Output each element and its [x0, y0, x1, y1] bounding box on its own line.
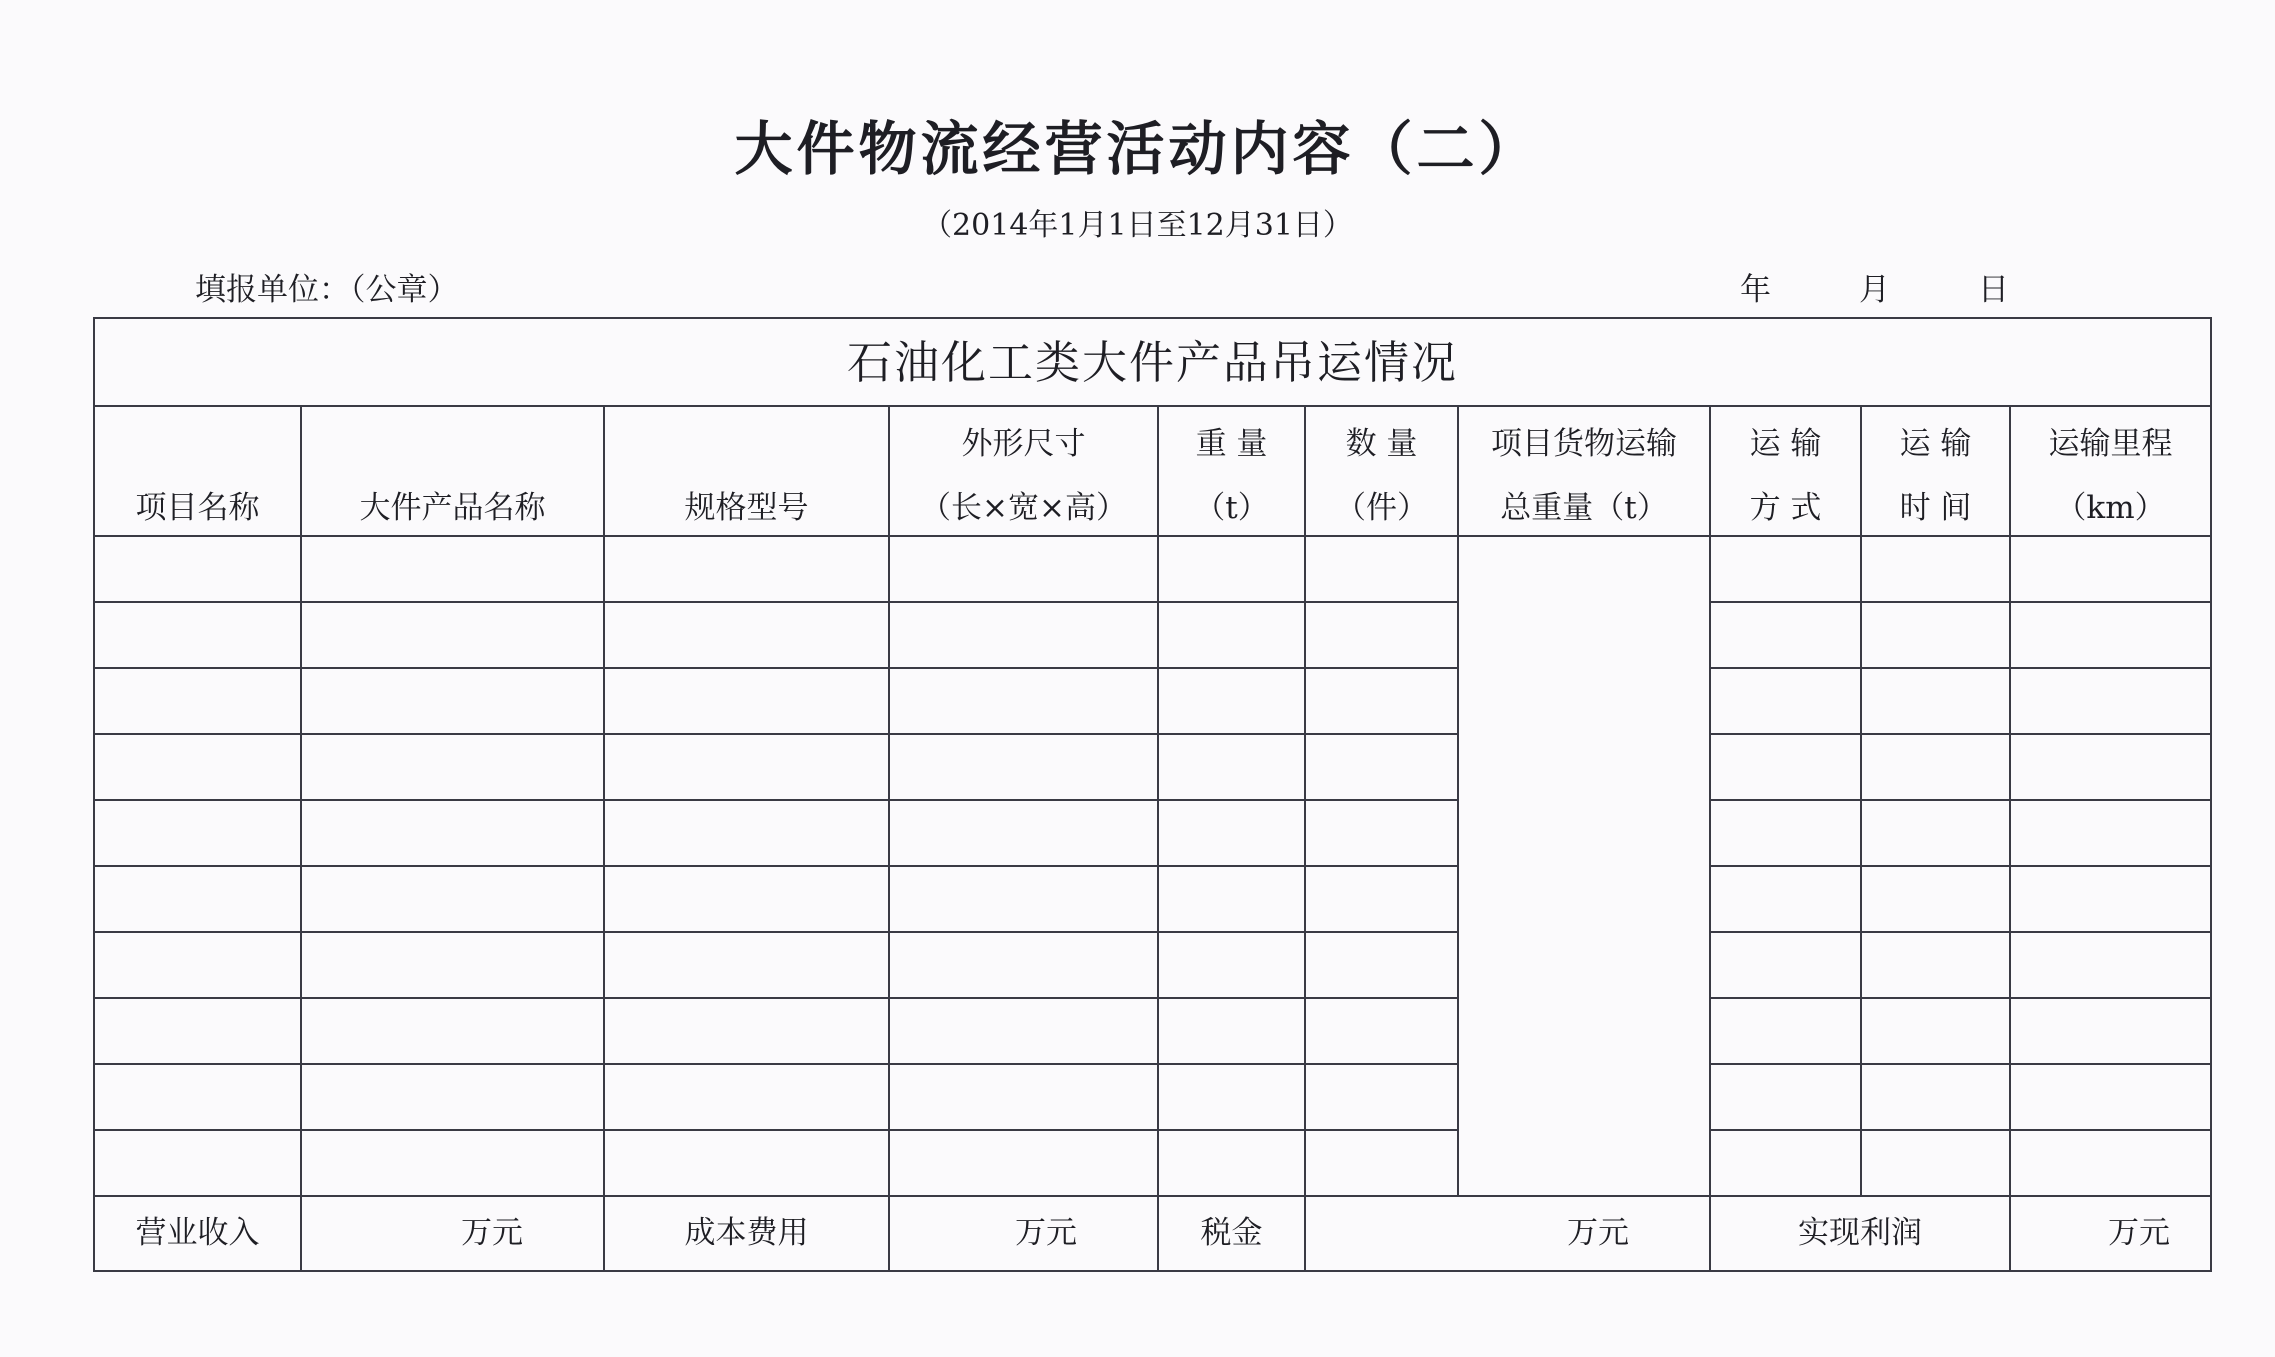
table-cell[interactable]	[1305, 602, 1458, 668]
table-cell[interactable]	[301, 1130, 604, 1196]
table-cell[interactable]	[94, 668, 301, 734]
table-cell[interactable]	[2010, 668, 2211, 734]
table-cell[interactable]	[1158, 866, 1305, 932]
table-cell[interactable]	[889, 734, 1158, 800]
table-cell[interactable]	[604, 800, 889, 866]
column-header-line2: 方 式	[1749, 490, 1822, 526]
table-cell[interactable]	[1305, 998, 1458, 1064]
table-cell[interactable]	[889, 800, 1158, 866]
table-cell[interactable]	[2010, 1064, 2211, 1130]
table-row	[94, 734, 2211, 800]
column-header	[1305, 406, 1458, 536]
table-cell[interactable]	[889, 998, 1158, 1064]
reporting-period: （2014年1月1日至12月31日）	[922, 208, 1353, 243]
table-cell[interactable]	[1305, 932, 1458, 998]
table-cell[interactable]	[1305, 1064, 1458, 1130]
table-cell[interactable]	[94, 536, 301, 602]
table-row	[94, 668, 2211, 734]
date-year-label: 年	[1740, 272, 1771, 308]
column-header-line2: 规格型号	[684, 490, 809, 526]
totals-row	[94, 1196, 2211, 1271]
table-cell[interactable]	[1861, 668, 2010, 734]
form-title: 大件物流经营活动内容（二）	[734, 115, 1541, 183]
table-cell[interactable]	[2010, 800, 2211, 866]
table-cell[interactable]	[889, 1064, 1158, 1130]
tax-value-field[interactable]: 万元	[1305, 1196, 1710, 1271]
date-day-label: 日	[1978, 272, 2009, 308]
column-header	[1158, 406, 1305, 536]
cost-value-field[interactable]: 万元	[889, 1196, 1158, 1271]
table-cell[interactable]	[1710, 668, 1861, 734]
section-title: 石油化工类大件产品吊运情况	[94, 318, 2211, 406]
table-cell[interactable]	[301, 1064, 604, 1130]
table-cell[interactable]	[1710, 1064, 1861, 1130]
table-cell[interactable]	[1710, 800, 1861, 866]
table-cell[interactable]	[301, 536, 604, 602]
table-cell[interactable]	[1305, 800, 1458, 866]
table-cell[interactable]	[301, 998, 604, 1064]
table-cell[interactable]	[1861, 866, 2010, 932]
table-cell[interactable]	[94, 998, 301, 1064]
table-cell[interactable]	[1158, 800, 1305, 866]
revenue-label: 营业收入	[94, 1196, 301, 1271]
table-cell[interactable]	[604, 866, 889, 932]
table-row	[94, 1064, 2211, 1130]
table-cell[interactable]	[2010, 866, 2211, 932]
table-cell[interactable]	[301, 602, 604, 668]
table-cell[interactable]	[2010, 536, 2211, 602]
column-header-line2: （km）	[2055, 490, 2166, 526]
table-cell[interactable]	[1305, 536, 1458, 602]
table-cell[interactable]	[1158, 998, 1305, 1064]
table-cell[interactable]	[604, 1130, 889, 1196]
data-rows	[94, 536, 2211, 1196]
table-cell[interactable]	[2010, 1130, 2211, 1196]
table-cell[interactable]	[2010, 998, 2211, 1064]
revenue-value-field[interactable]: 万元	[301, 1196, 604, 1271]
table-cell[interactable]	[1861, 734, 2010, 800]
table-row	[94, 1130, 2211, 1196]
table-cell[interactable]	[1158, 1064, 1305, 1130]
report-date	[1740, 264, 2009, 309]
table-cell[interactable]	[604, 602, 889, 668]
table-cell[interactable]	[604, 932, 889, 998]
column-header-line1: 重 量	[1195, 426, 1268, 462]
table-cell[interactable]	[1710, 1130, 1861, 1196]
table-cell[interactable]	[1710, 602, 1861, 668]
table-cell[interactable]	[1710, 536, 1861, 602]
table-cell[interactable]	[1158, 932, 1305, 998]
table-cell[interactable]	[94, 602, 301, 668]
column-header-line2: （t）	[1194, 490, 1269, 526]
column-header	[1458, 406, 1710, 536]
column-header	[1861, 406, 2010, 536]
table-cell[interactable]	[889, 932, 1158, 998]
column-header	[604, 406, 889, 536]
lifting-transport-table	[93, 317, 2212, 1272]
column-header-line1: 运 输	[1749, 426, 1822, 462]
column-header-line2: 大件产品名称	[359, 490, 546, 526]
column-header-line1: 运 输	[1899, 426, 1972, 462]
table-cell[interactable]	[1861, 602, 2010, 668]
table-cell[interactable]	[94, 932, 301, 998]
column-header-row	[94, 406, 2211, 536]
table-cell[interactable]	[94, 1130, 301, 1196]
table-cell[interactable]	[1305, 1130, 1458, 1196]
table-cell[interactable]	[889, 1130, 1158, 1196]
table-cell[interactable]	[889, 668, 1158, 734]
table-cell[interactable]	[889, 602, 1158, 668]
table-cell[interactable]	[1305, 866, 1458, 932]
table-cell[interactable]	[1861, 998, 2010, 1064]
date-month-label: 月	[1859, 272, 1890, 308]
table-cell[interactable]	[1710, 866, 1861, 932]
table-row	[94, 536, 2211, 602]
table-cell[interactable]	[1710, 932, 1861, 998]
table-row	[94, 602, 2211, 668]
table-cell[interactable]	[1710, 734, 1861, 800]
table-cell[interactable]	[604, 1064, 889, 1130]
table-cell[interactable]	[94, 866, 301, 932]
table-row	[94, 998, 2211, 1064]
table-cell[interactable]	[301, 866, 604, 932]
table-cell[interactable]	[301, 668, 604, 734]
reporting-unit-label: 填报单位：（公章）	[195, 272, 459, 308]
column-header	[94, 406, 301, 536]
table-cell[interactable]	[301, 800, 604, 866]
column-header-line2: （长×宽×高）	[920, 490, 1127, 526]
table-row	[94, 800, 2211, 866]
table-cell[interactable]	[2010, 602, 2211, 668]
profit-label: 实现利润	[1710, 1196, 2010, 1271]
column-header-line1: 运输里程	[2048, 426, 2173, 462]
table-cell[interactable]	[1305, 668, 1458, 734]
table-row	[94, 866, 2211, 932]
table-cell[interactable]	[1861, 1130, 2010, 1196]
table-cell[interactable]	[2010, 932, 2211, 998]
table-cell[interactable]	[1158, 536, 1305, 602]
table-cell[interactable]	[1158, 1130, 1305, 1196]
table-cell[interactable]	[889, 536, 1158, 602]
cost-label: 成本费用	[604, 1196, 889, 1271]
table-cell[interactable]	[604, 734, 889, 800]
table-cell[interactable]	[1305, 734, 1458, 800]
table-cell[interactable]	[1158, 668, 1305, 734]
column-header-line1: 外形尺寸	[961, 426, 1086, 462]
column-header-line2: 总重量（t）	[1500, 490, 1668, 526]
tax-label: 税金	[1158, 1196, 1305, 1271]
column-header	[1710, 406, 1861, 536]
column-header-line2: （件）	[1335, 490, 1428, 526]
table-cell[interactable]	[94, 734, 301, 800]
table-cell[interactable]	[1861, 1064, 2010, 1130]
table-cell[interactable]	[94, 800, 301, 866]
column-header	[301, 406, 604, 536]
table-cell[interactable]	[604, 998, 889, 1064]
table-cell[interactable]	[604, 536, 889, 602]
table-cell[interactable]	[301, 932, 604, 998]
table-cell[interactable]	[1158, 734, 1305, 800]
table-cell[interactable]	[604, 668, 889, 734]
table-cell[interactable]	[2010, 734, 2211, 800]
table-cell[interactable]	[1861, 536, 2010, 602]
table-cell[interactable]	[1861, 800, 2010, 866]
table-row	[94, 932, 2211, 998]
table-cell[interactable]	[1861, 932, 2010, 998]
column-header-line2: 项目名称	[135, 490, 260, 526]
table-cell[interactable]	[889, 866, 1158, 932]
table-cell[interactable]	[94, 1064, 301, 1130]
profit-value-field[interactable]: 万元	[2010, 1196, 2211, 1271]
column-header	[889, 406, 1158, 536]
table-cell[interactable]	[1158, 602, 1305, 668]
column-header-line1: 数 量	[1345, 426, 1418, 462]
column-header-line1: 项目货物运输	[1491, 426, 1677, 462]
column-header	[2010, 406, 2211, 536]
column-header-line2: 时 间	[1899, 490, 1972, 526]
table-cell[interactable]	[1710, 998, 1861, 1064]
table-cell[interactable]	[1458, 536, 1710, 1196]
table-cell[interactable]	[301, 734, 604, 800]
